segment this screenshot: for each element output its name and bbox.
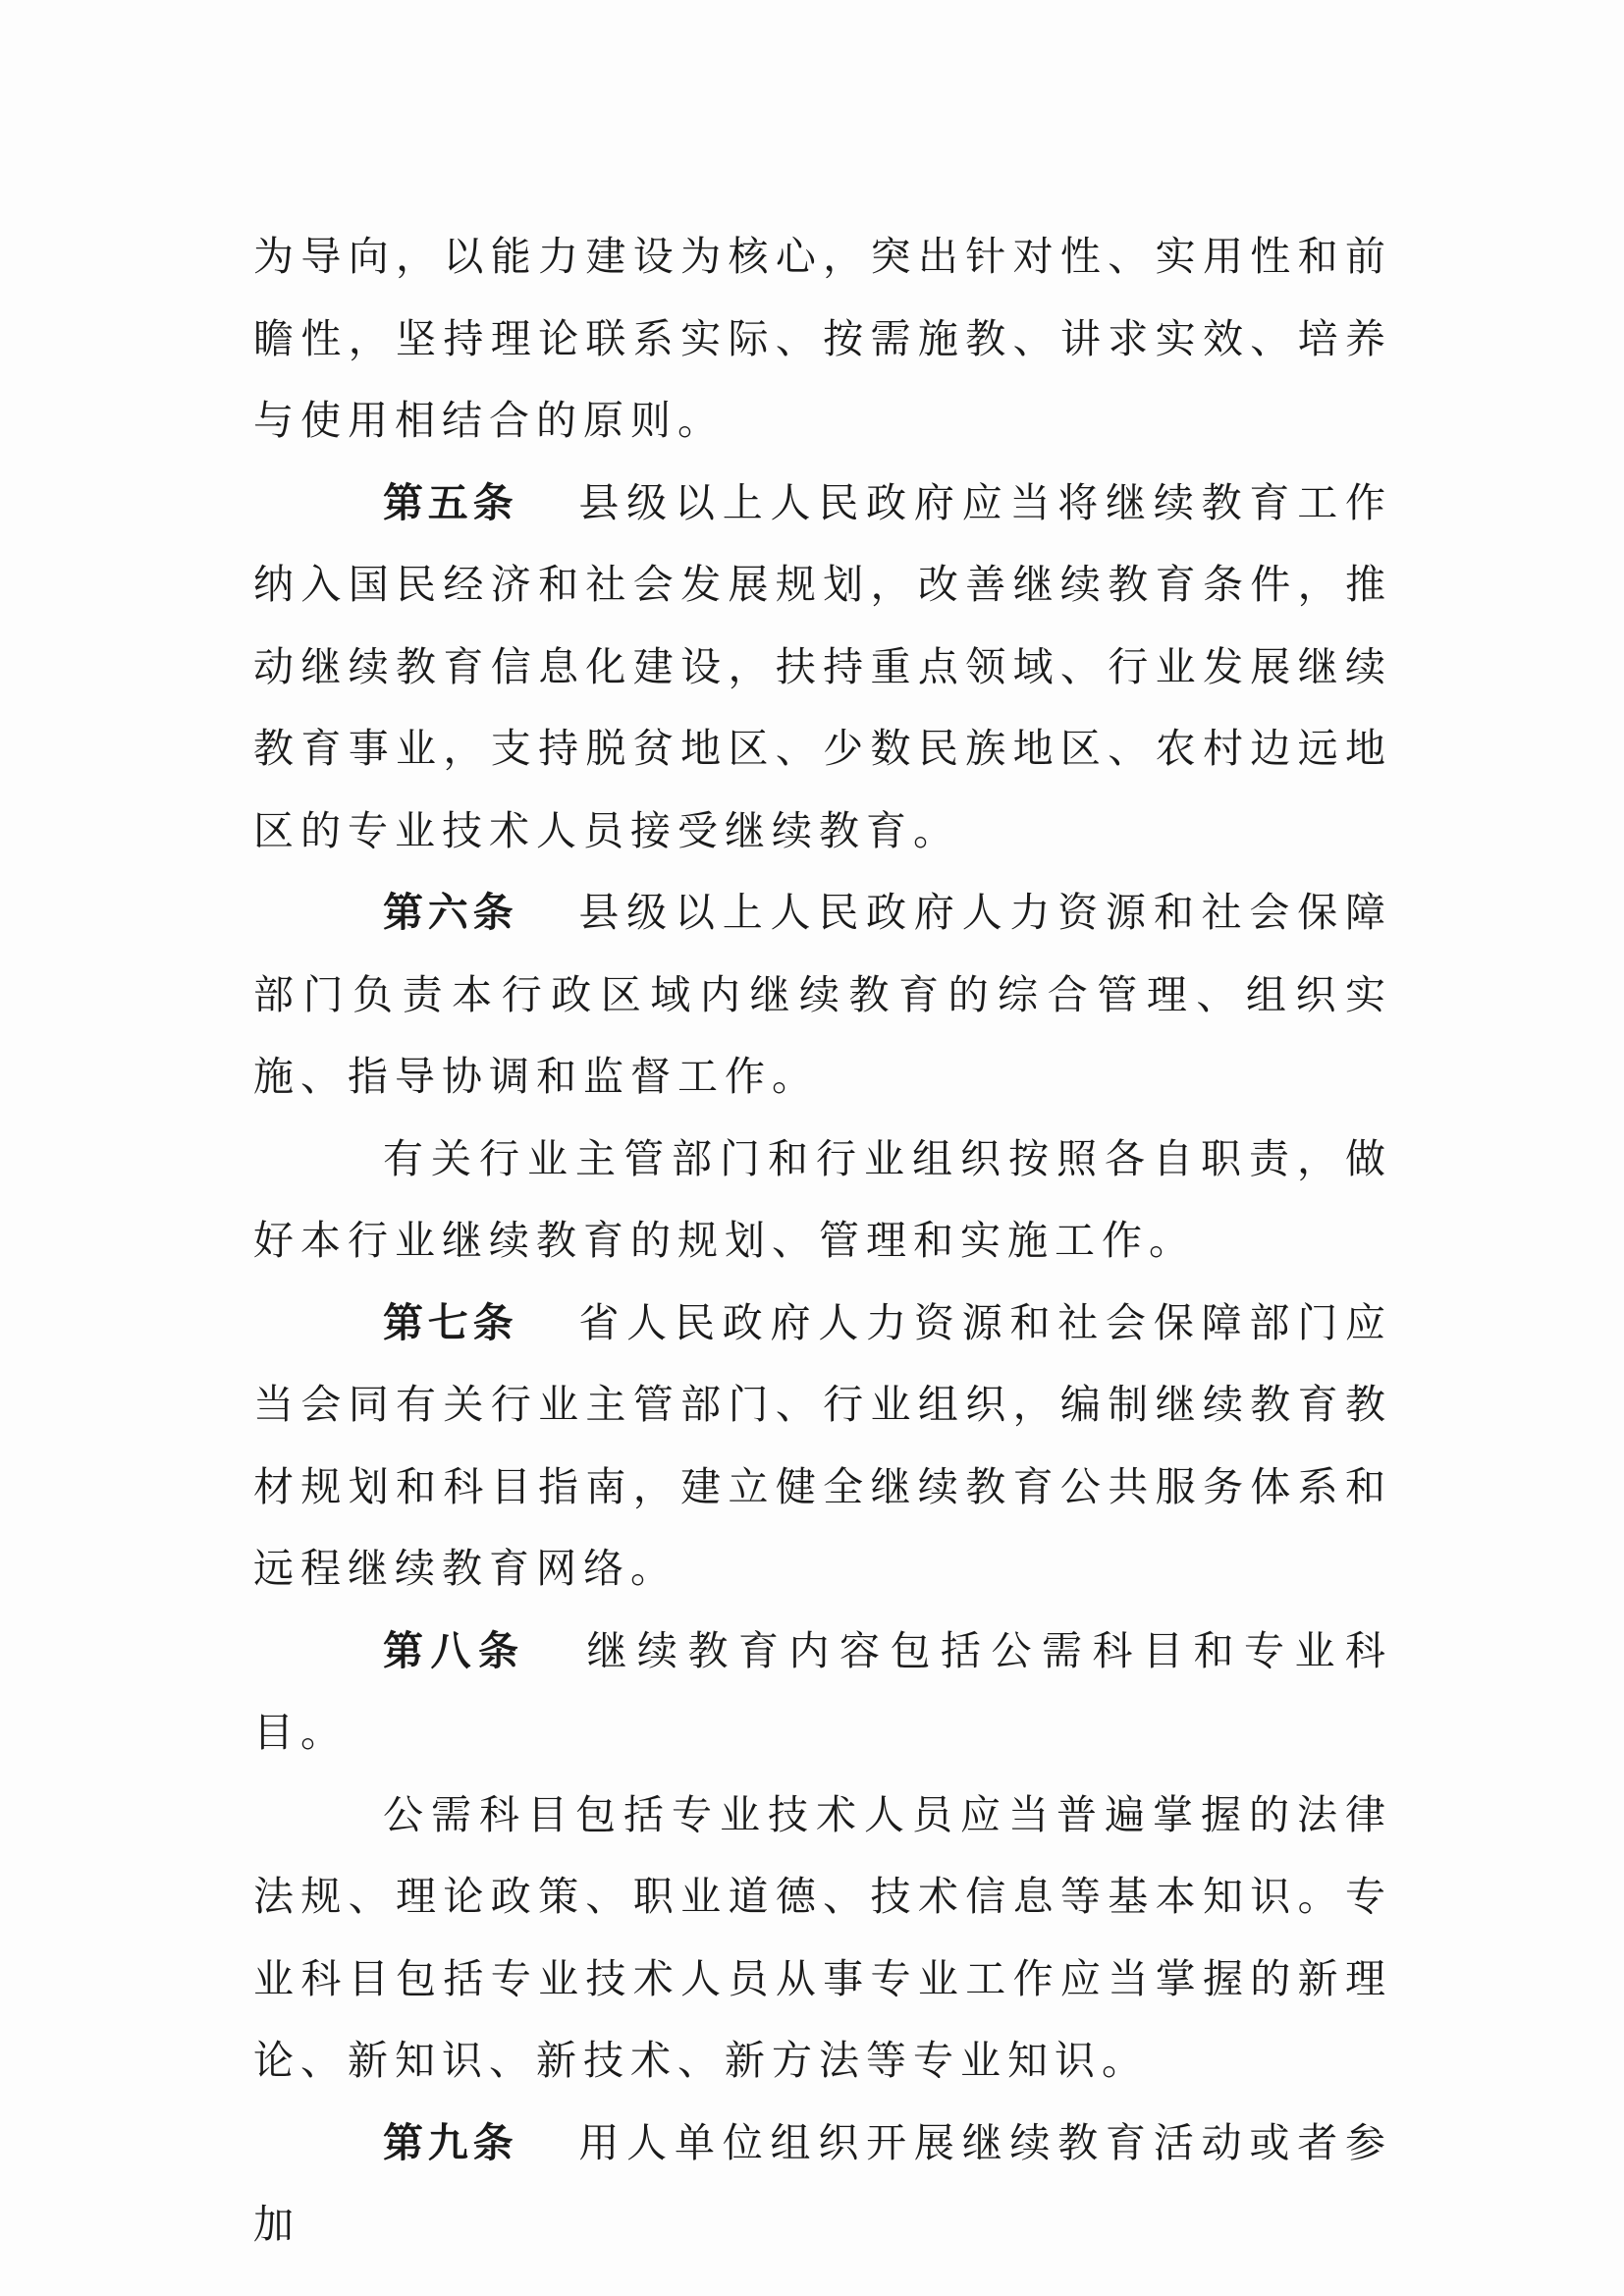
paragraph-text: 有关行业主管部门和行业组织按照各自职责，做好本行业继续教育的规划、管理和实施工作。 xyxy=(253,1134,1392,1264)
article-text: 继续教育内容包括公需科目和专业科目。 xyxy=(253,1626,1392,1756)
article-8-clause-2 xyxy=(253,1775,1392,2103)
article-9 xyxy=(253,2103,1392,2267)
document-body xyxy=(253,216,1392,2267)
article-title: 第七条 xyxy=(383,1298,518,1346)
paragraph-text: 公需科目包括专业技术人员应当普遍掌握的法律法规、理论政策、职业道德、技术信息等基本知识。专业科目包括专业技术人员从事专业工作应当掌握的新理论、新知识、新技术、新方法等专业知识。 xyxy=(253,1790,1392,2084)
article-title: 第五条 xyxy=(383,478,518,526)
article-6-clause-2 xyxy=(253,1119,1392,1283)
article-6 xyxy=(253,872,1392,1119)
article-text: 县级以上人民政府人力资源和社会保障部门负责本行政区域内继续教育的综合管理、组织实施、指导协调和监督工作。 xyxy=(253,889,1393,1100)
article-text: 省人民政府人力资源和社会保障部门应当会同有关行业主管部门、行业组织，编制继续教育教材规划和科目指南，建立健全继续教育公共服务体系和远程继续教育网络。 xyxy=(253,1298,1393,1592)
paragraph-principles xyxy=(253,216,1392,463)
article-title: 第八条 xyxy=(383,1626,526,1674)
article-5 xyxy=(253,463,1392,873)
article-title: 第六条 xyxy=(383,889,518,936)
article-title: 第九条 xyxy=(383,2118,518,2166)
paragraph-text: 为导向，以能力建设为核心，突出针对性、实用性和前瞻性，坚持理论联系实际、按需施教、讲求实效、培养与使用相结合的原则。 xyxy=(253,233,1392,444)
article-7 xyxy=(253,1283,1392,1611)
article-text: 县级以上人民政府应当将继续教育工作纳入国民经济和社会发展规划，改善继续教育条件，推动继续教育信息化建设，扶持重点领域、行业发展继续教育事业，支持脱贫地区、少数民族地区、农村边远地区的专业技术人员接受继续教育。 xyxy=(253,478,1393,854)
article-8 xyxy=(253,1611,1392,1775)
article-text: 用人单位组织开展继续教育活动或者参加 xyxy=(253,2118,1393,2248)
